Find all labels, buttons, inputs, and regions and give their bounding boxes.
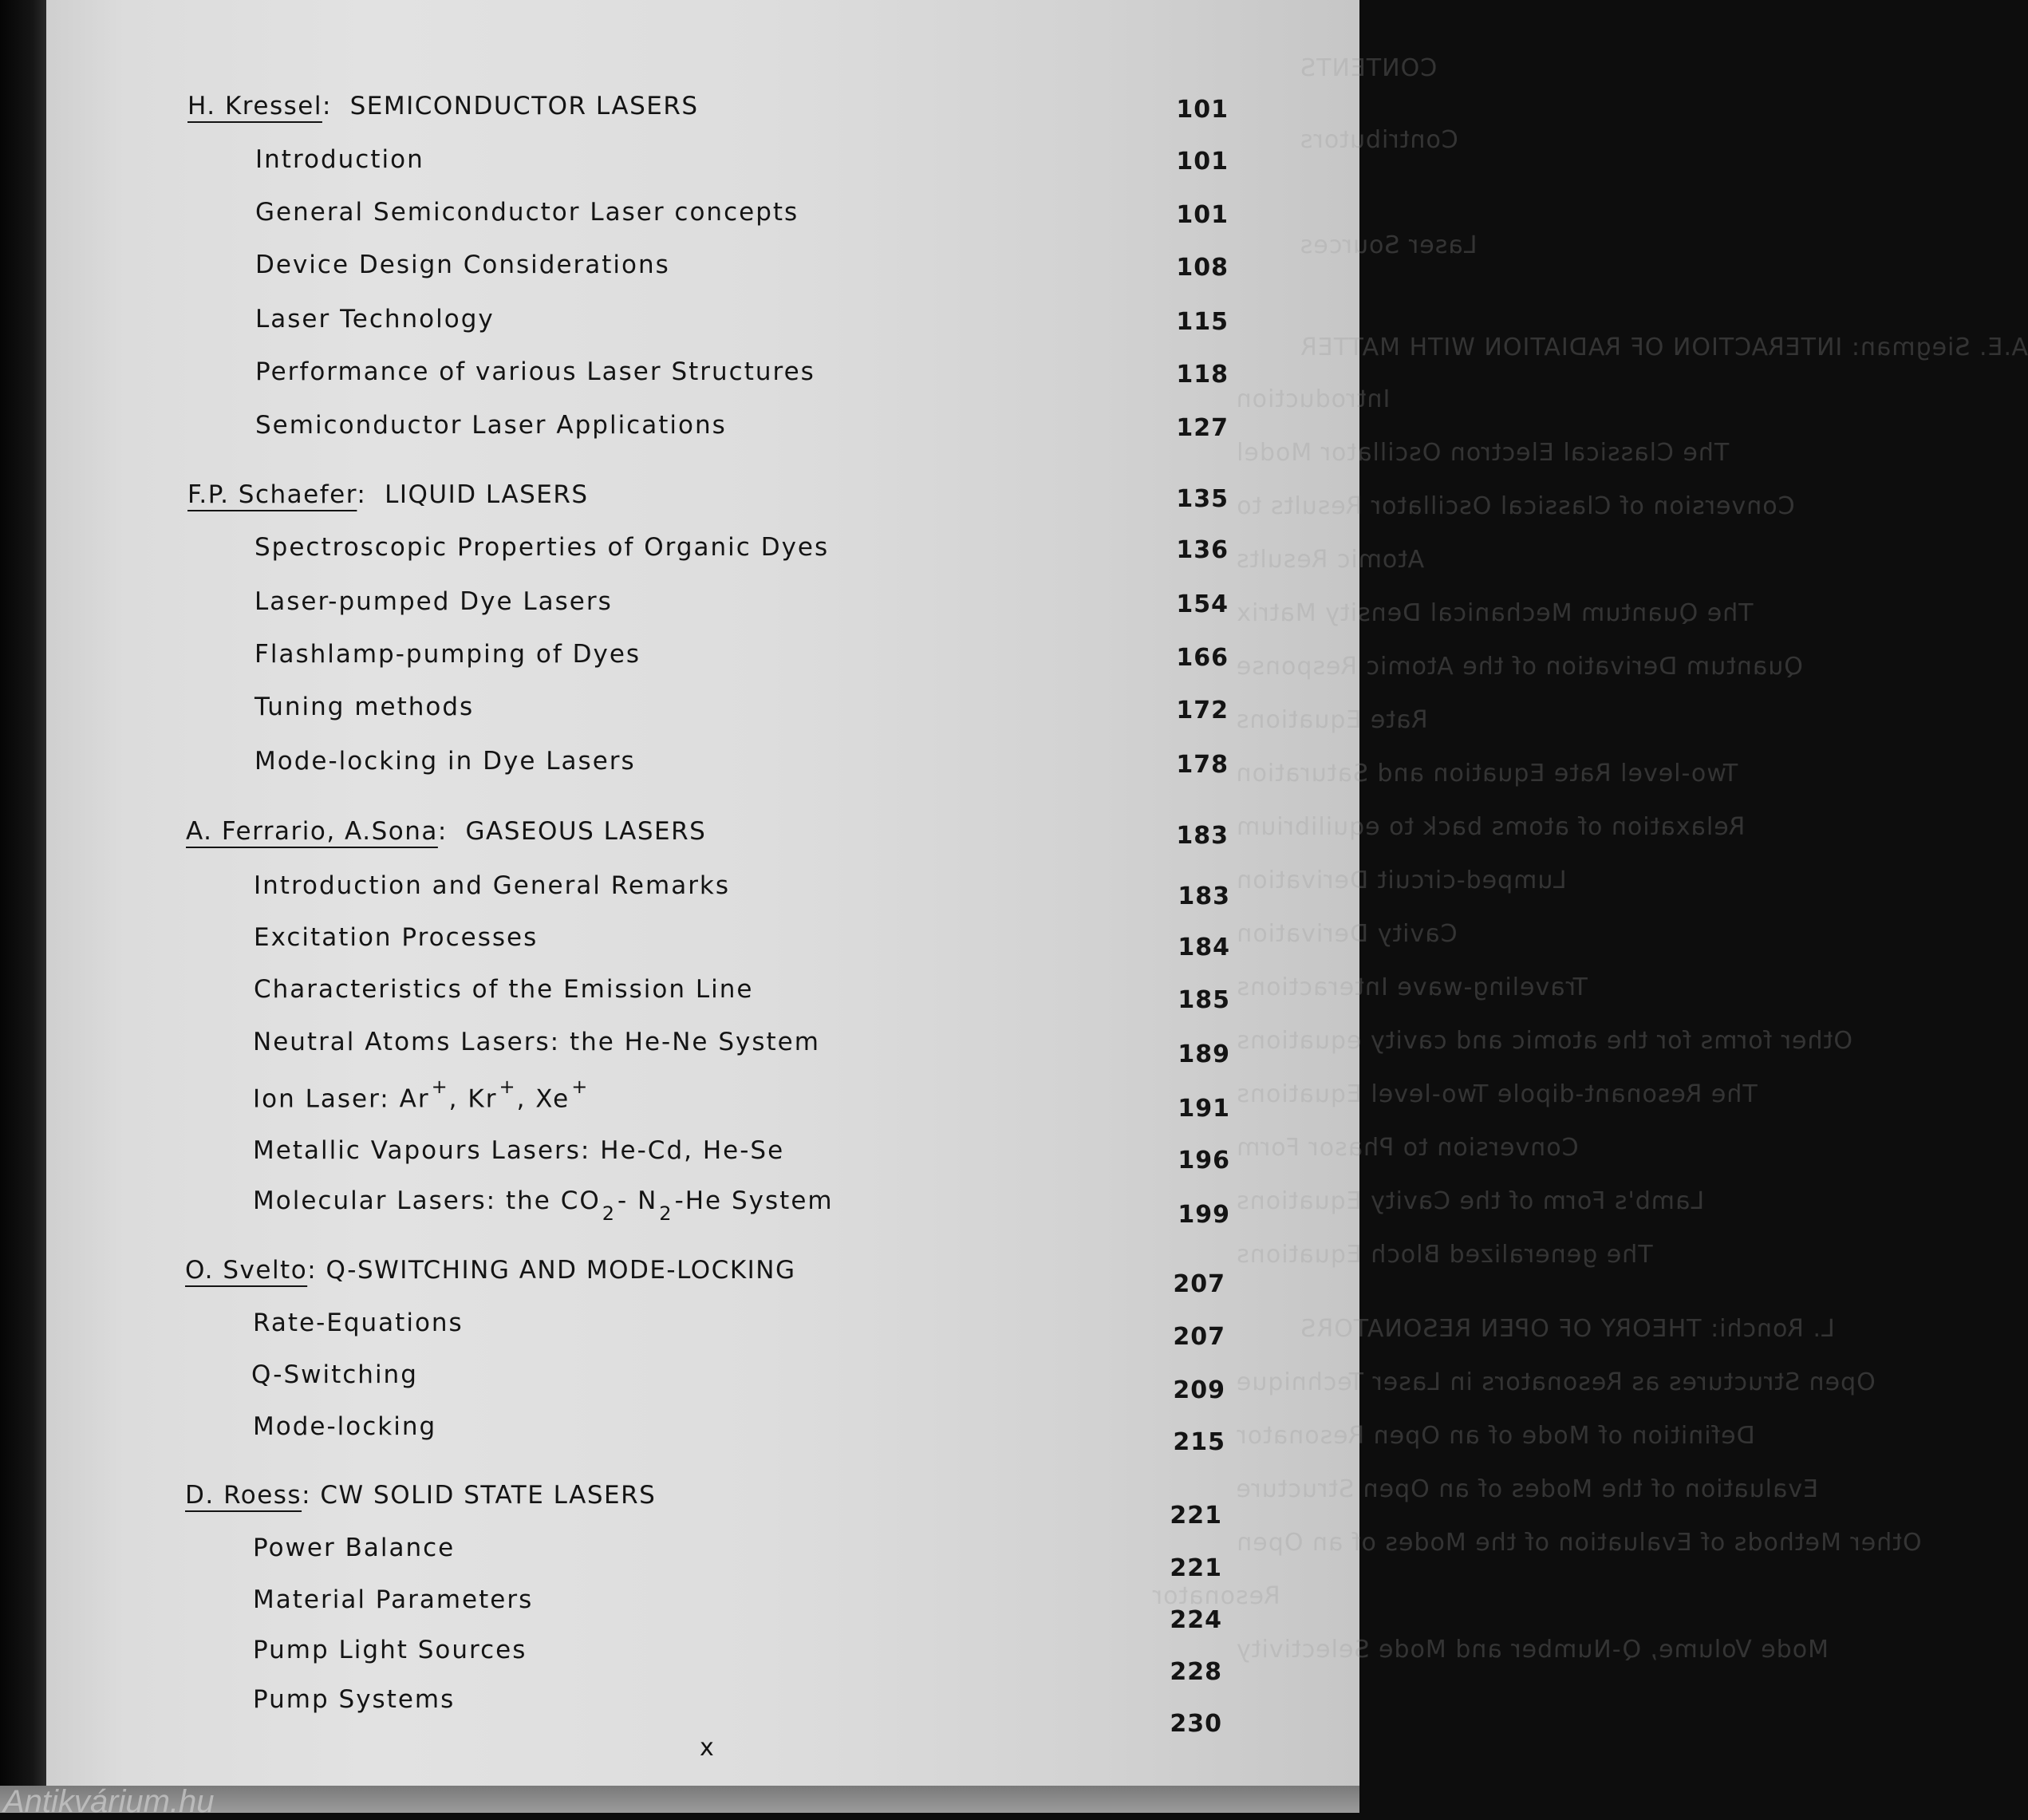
toc-entry: Power Balance [253, 1534, 456, 1562]
toc-entry: Introduction and General Remarks [254, 871, 731, 900]
section-page: 207 [1173, 1270, 1225, 1298]
toc-page: 184 [1178, 934, 1230, 961]
toc-entry: Mode-locking [253, 1412, 437, 1441]
toc-page: 115 [1176, 308, 1229, 336]
watermark: Antikvárium.hu [3, 1784, 215, 1819]
page-gutter-shadow [0, 0, 46, 1813]
section-title: LIQUID LASERS [385, 480, 589, 509]
bleed-line: Relaxation of atoms back to equilibrium [1236, 813, 1746, 841]
bleed-line: Rate Equations [1236, 706, 1428, 734]
section-page: 183 [1176, 822, 1229, 850]
section-title: SEMICONDUCTOR LASERS [349, 92, 699, 120]
toc-entry: Mode-locking in Dye Lasers [254, 747, 636, 776]
toc-page: 207 [1173, 1323, 1225, 1351]
subscript: 2 [602, 1202, 617, 1225]
heading-colon: : [357, 480, 385, 509]
toc-page: 221 [1170, 1554, 1222, 1582]
ion-charge: + [499, 1076, 517, 1098]
toc-page: 209 [1173, 1376, 1225, 1404]
bleed-line: The Resonant-dipole Two-level Equations [1236, 1080, 1758, 1108]
bleed-line: The Classical Electron Oscillator Model [1236, 439, 1730, 467]
toc-entry: Excitation Processes [254, 923, 539, 952]
ion-symbol: Ar [399, 1084, 430, 1114]
molecular-mid: - N [617, 1186, 658, 1215]
section-author: A. Ferrario, A.Sona [186, 817, 438, 846]
bleed-header: CONTENTS [1300, 54, 1438, 82]
bleed-line: Conversion of Classical Oscillator Results to [1236, 492, 1795, 520]
section-author: H. Kressel [187, 92, 322, 120]
toc-entry: Pump Systems [253, 1685, 456, 1714]
section-author: F.P. Schaefer [187, 480, 357, 509]
bleed-line: Lamb's Form of the Cavity Equations [1236, 1187, 1705, 1215]
bleed-line: Laser Sources [1300, 231, 1478, 259]
molecular-suffix: -He System [674, 1186, 834, 1215]
section-heading [185, 1481, 656, 1510]
toc-page: 154 [1176, 590, 1229, 618]
toc-entry: Neutral Atoms Lasers: the He-Ne System [253, 1028, 820, 1056]
section-author: D. Roess [185, 1481, 302, 1510]
toc-page: 199 [1178, 1201, 1230, 1229]
heading-colon: : [322, 92, 350, 120]
toc-entry: Metallic Vapours Lasers: He-Cd, He-Se [253, 1136, 785, 1165]
bleed-line: Other Methods of Evaluation of the Modes of an Open [1236, 1529, 1922, 1557]
toc-entry: Laser Technology [255, 305, 495, 334]
ion-charge: + [571, 1076, 590, 1098]
bleed-line: Conversion to Phasor Form [1236, 1134, 1579, 1162]
subscript: 2 [659, 1202, 673, 1225]
toc-page: 228 [1170, 1658, 1222, 1686]
bleed-line: A.E. Siegman: INTERACTION OF RADIATION WITH MATTER [1300, 334, 2028, 361]
toc-entry: Introduction [255, 145, 424, 174]
bleed-line: Resonator [1152, 1582, 1280, 1610]
bleed-line: Open Structures as Resonators in Laser Technique [1236, 1368, 1876, 1396]
toc-entry: Semiconductor Laser Applications [255, 411, 727, 440]
bleed-line: Cavity Derivation [1236, 920, 1458, 948]
molecular-label: Molecular Lasers: the CO [253, 1186, 601, 1215]
toc-entry: Performance of various Laser Structures [255, 357, 815, 386]
section-heading [187, 92, 699, 120]
heading-colon: : [307, 1256, 326, 1285]
bleed-line: Evaluation of the Modes of an Open Structure [1236, 1475, 1819, 1503]
toc-entry: Flashlamp-pumping of Dyes [254, 640, 641, 669]
toc-page: 136 [1176, 536, 1229, 564]
toc-page: 108 [1176, 254, 1229, 282]
toc-entry: Q-Switching [251, 1360, 418, 1389]
bleed-line: The generalized Bloch Equations [1236, 1241, 1653, 1269]
toc-page: 101 [1176, 148, 1229, 176]
section-heading [187, 480, 589, 509]
toc-page: 185 [1178, 986, 1230, 1014]
section-heading [186, 817, 706, 846]
section-heading [185, 1256, 796, 1285]
ion-laser-label: Ion Laser: [253, 1084, 390, 1114]
heading-colon: : [302, 1481, 321, 1510]
bleed-line: Introduction [1236, 385, 1391, 413]
section-page: 221 [1170, 1502, 1222, 1530]
ion-symbol: Xe [535, 1084, 570, 1114]
toc-page: 101 [1176, 201, 1229, 229]
toc-page: 189 [1178, 1040, 1230, 1068]
toc-entry: General Semiconductor Laser concepts [255, 198, 799, 227]
section-title: GASEOUS LASERS [465, 817, 707, 846]
ion-charge: + [431, 1076, 449, 1098]
toc-entry: Tuning methods [254, 693, 475, 721]
bleed-line: The Quantum Mechanical Density Matrix [1236, 599, 1754, 627]
section-page: 101 [1176, 96, 1229, 124]
bleed-line: Quantum Derivation of the Atomic Response [1236, 653, 1803, 681]
toc-entry: Device Design Considerations [255, 251, 670, 279]
section-page: 135 [1176, 485, 1229, 513]
toc-page: 178 [1176, 751, 1229, 779]
toc-entry: Characteristics of the Emission Line [254, 975, 754, 1004]
toc-entry: Pump Light Sources [253, 1636, 527, 1664]
bleed-contributors: Contributors [1300, 126, 1458, 154]
ion-symbol: Kr [468, 1084, 498, 1114]
section-title: Q-SWITCHING AND MODE-LOCKING [326, 1256, 796, 1285]
toc-page: 172 [1176, 697, 1229, 724]
page-number: x [700, 1734, 714, 1762]
bleed-line: Atomic Results [1236, 546, 1425, 574]
bleed-line: Definition of Mode of an Open Resonator [1236, 1422, 1755, 1450]
toc-entry: Rate-Equations [253, 1309, 464, 1337]
toc-entry: Material Parameters [253, 1585, 534, 1614]
section-title: CW SOLID STATE LASERS [320, 1481, 657, 1510]
toc-page: 118 [1176, 361, 1229, 389]
bleed-line: L. Ronchi: THEORY OF OPEN RESONATORS [1300, 1315, 1835, 1343]
bleed-line: Two-level Rate Equation and Saturation [1236, 760, 1738, 788]
toc-entry: Laser-pumped Dye Lasers [254, 587, 613, 616]
bleed-line: Mode Volume, Q-Number and Mode Selectivity [1236, 1636, 1829, 1664]
bleed-line: Other forms for the atomic and cavity equations [1236, 1027, 1852, 1055]
toc-entry: Spectroscopic Properties of Organic Dyes [254, 533, 830, 562]
toc-page: 196 [1178, 1147, 1230, 1175]
toc-page: 224 [1170, 1606, 1222, 1634]
section-author: O. Svelto [185, 1256, 308, 1285]
bleed-line: Lumped-circuit Derivation [1236, 867, 1567, 894]
toc-page: 215 [1173, 1428, 1225, 1456]
bleed-line: Traveling-wave Interactions [1236, 973, 1588, 1001]
toc-page: 191 [1178, 1095, 1230, 1123]
toc-page: 183 [1178, 882, 1230, 910]
toc-page: 166 [1176, 644, 1229, 672]
toc-page: 127 [1176, 414, 1229, 442]
toc-entry-molecular-lasers [253, 1186, 834, 1225]
heading-colon: : [437, 817, 466, 846]
toc-entry-ion-laser: Ion Laser: Ar+, Kr+, Xe+ [253, 1076, 590, 1114]
toc-page: 230 [1170, 1710, 1222, 1738]
